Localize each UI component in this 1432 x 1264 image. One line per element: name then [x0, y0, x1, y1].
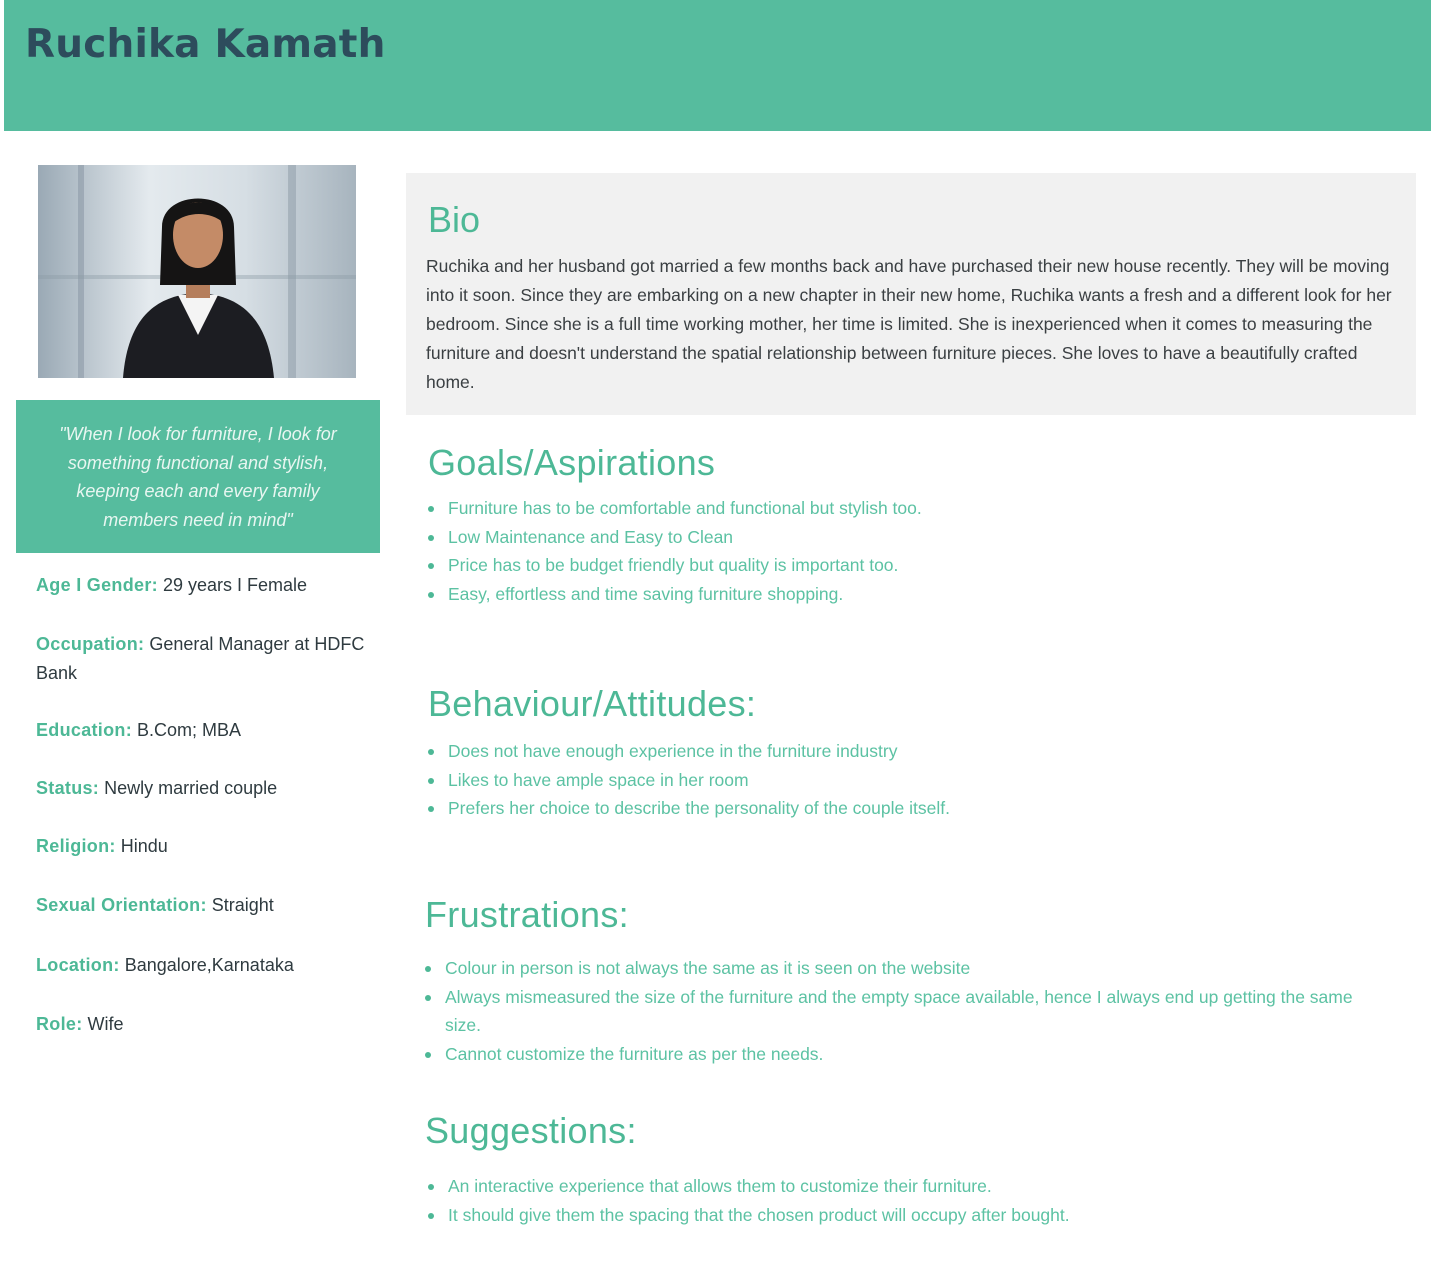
- behaviour-title: Behaviour/Attitudes:: [428, 683, 757, 724]
- fact-sexual-orientation: [36, 891, 366, 920]
- fact-label: Sexual Orientation:: [36, 895, 207, 915]
- header-banner: [4, 0, 1431, 131]
- fact-label: Occupation:: [36, 634, 145, 654]
- fact-education: [36, 716, 366, 745]
- list-item: An interactive experience that allows them to customize their furniture.: [426, 1172, 1386, 1201]
- fact-role: [36, 1010, 366, 1039]
- fact-religion: [36, 832, 366, 861]
- fact-status: [36, 774, 366, 803]
- list-item: Colour in person is not always the same as it is seen on the website: [423, 954, 1353, 983]
- fact-value: Wife: [87, 1014, 124, 1034]
- list-item: Cannot customize the furniture as per the needs.: [423, 1040, 1353, 1069]
- fact-occupation: [36, 630, 366, 688]
- fact-value: Bangalore,Karnataka: [124, 955, 294, 975]
- list-item: Furniture has to be comfortable and functional but stylish too.: [426, 494, 1386, 523]
- list-item: Prefers her choice to describe the personality of the couple itself.: [426, 794, 1386, 823]
- fact-location: [36, 951, 366, 980]
- fact-label: Status:: [36, 778, 100, 798]
- bio-panel: [406, 173, 1416, 415]
- fact-label: Location:: [36, 955, 120, 975]
- persona-quote: "When I look for furniture, I look for something functional and stylish, keeping each and every family members need in mind": [16, 400, 380, 553]
- fact-label: Role:: [36, 1014, 83, 1034]
- list-item: Does not have enough experience in the furniture industry: [426, 737, 1386, 766]
- frustrations-title: Frustrations:: [425, 894, 629, 935]
- list-item: Likes to have ample space in her room: [426, 766, 1386, 795]
- fact-label: Religion:: [36, 836, 116, 856]
- fact-value: Hindu: [120, 836, 168, 856]
- suggestions-title: Suggestions:: [425, 1110, 637, 1151]
- fact-value: Straight: [211, 895, 274, 915]
- goals-title: Goals/Aspirations: [428, 442, 716, 483]
- suggestions-list: [426, 1172, 1386, 1229]
- list-item: It should give them the spacing that the chosen product will occupy after bought.: [426, 1201, 1386, 1230]
- fact-value: Newly married couple: [104, 778, 278, 798]
- list-item: Always mismeasured the size of the furniture and the empty space available, hence I always end up getting the same size.: [423, 983, 1353, 1040]
- list-item: Easy, effortless and time saving furniture shopping.: [426, 580, 1386, 609]
- frustrations-list: [423, 954, 1353, 1068]
- list-item: Low Maintenance and Easy to Clean: [426, 523, 1386, 552]
- fact-label: Age I Gender:: [36, 575, 158, 595]
- fact-value: B.Com; MBA: [137, 720, 242, 740]
- fact-value: 29 years I Female: [162, 575, 307, 595]
- bio-title: Bio: [428, 199, 481, 240]
- fact-age-gender: [36, 571, 366, 600]
- list-item: Price has to be budget friendly but quality is important too.: [426, 551, 1386, 580]
- persona-photo: [38, 165, 356, 378]
- persona-name: Ruchika Kamath: [25, 22, 386, 67]
- behaviour-list: [426, 737, 1386, 823]
- bio-text: Ruchika and her husband got married a few months back and have purchased their new house recently. They will be moving into it soon. Since they are embarking on a new chapter in their new home, Ruchika wants a fresh and a different look for her bedroom. Since she is a full time working mother, her time is limited. She is inexperienced when it comes to measuring the furniture and doesn't understand the spatial relationship between furniture pieces. She loves to have a beautifully crafted home.: [426, 256, 1392, 392]
- goals-list: [426, 494, 1386, 608]
- fact-value: General Manager at HDFC Bank: [36, 634, 365, 683]
- fact-label: Education:: [36, 720, 132, 740]
